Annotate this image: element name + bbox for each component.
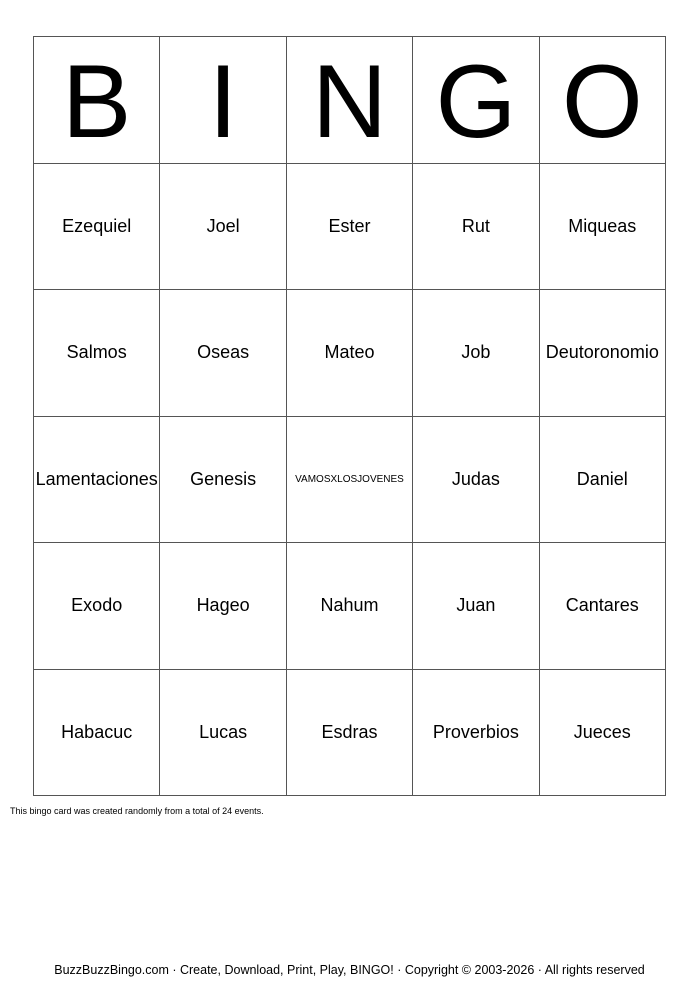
bingo-cell: Habacuc bbox=[34, 670, 160, 797]
bingo-cell: Jueces bbox=[540, 670, 666, 797]
bingo-card bbox=[33, 36, 666, 796]
bingo-cell: Rut bbox=[413, 164, 539, 291]
bingo-cell: Job bbox=[413, 290, 539, 417]
bingo-cell: Cantares bbox=[540, 543, 666, 670]
header-letter-n: N bbox=[287, 37, 413, 164]
bingo-center-cell: VAMOSXLOSJOVENES bbox=[287, 417, 413, 544]
bingo-cell: Joel bbox=[160, 164, 286, 291]
header-letter-i: I bbox=[160, 37, 286, 164]
bingo-cell: Judas bbox=[413, 417, 539, 544]
bingo-cell: Esdras bbox=[287, 670, 413, 797]
bingo-cell: Ezequiel bbox=[34, 164, 160, 291]
header-letter-g: G bbox=[413, 37, 539, 164]
bingo-cell: Miqueas bbox=[540, 164, 666, 291]
bingo-cell: Oseas bbox=[160, 290, 286, 417]
header-letter-b: B bbox=[34, 37, 160, 164]
bingo-cell: Nahum bbox=[287, 543, 413, 670]
header-letter-o: O bbox=[540, 37, 666, 164]
bingo-cell: Salmos bbox=[34, 290, 160, 417]
bingo-cell: Juan bbox=[413, 543, 539, 670]
bingo-cell: Mateo bbox=[287, 290, 413, 417]
card-note: This bingo card was created randomly from a total of 24 events. bbox=[10, 806, 264, 816]
bingo-cell: Hageo bbox=[160, 543, 286, 670]
page-footer: BuzzBuzzBingo.com · Create, Download, Print, Play, BINGO! · Copyright © 2003-2026 · All rights reserved bbox=[54, 963, 645, 977]
bingo-cell: Proverbios bbox=[413, 670, 539, 797]
bingo-cell: Lucas bbox=[160, 670, 286, 797]
bingo-cell: Genesis bbox=[160, 417, 286, 544]
bingo-cell: Exodo bbox=[34, 543, 160, 670]
bingo-cell: Daniel bbox=[540, 417, 666, 544]
bingo-cell: Lamentaciones bbox=[34, 417, 160, 544]
bingo-cell: Deutoronomio bbox=[540, 290, 666, 417]
bingo-cell: Ester bbox=[287, 164, 413, 291]
